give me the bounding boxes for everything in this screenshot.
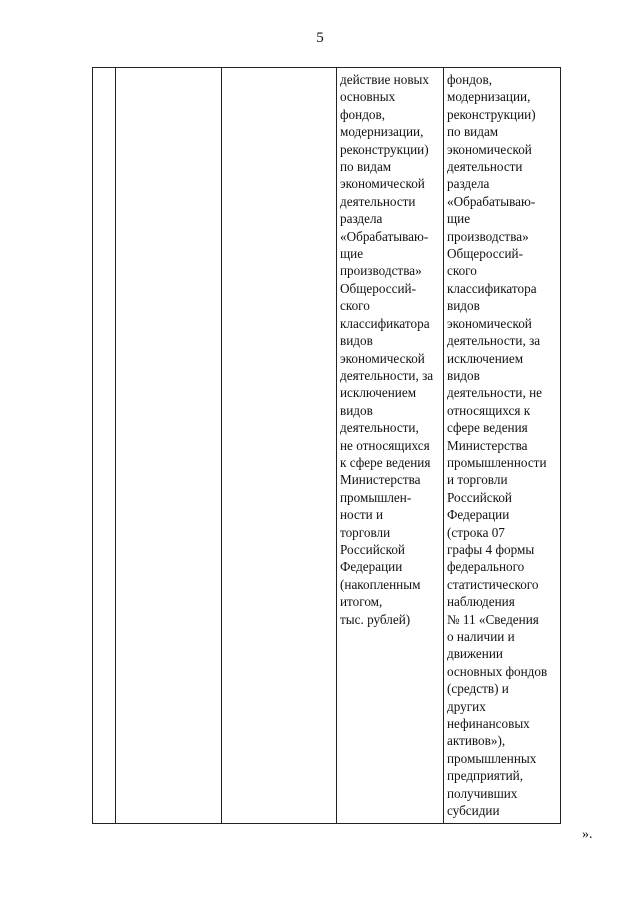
page-number: 5 [316, 30, 324, 46]
document-table [92, 67, 561, 824]
table-cell-indicator-description: действие новых основных фондов, модернизации, реконструкции) по видам экономической деятельности раздела «Обрабатываю- щие производства» Общероссий- ского классификатора видов экономической деятельности, за исключением видов деятельности, не относящихся к сфере ведения Министерства промышлен- ности и торговли Российской Федерации (накопленным итогом, тыс. рублей) [337, 68, 444, 824]
closing-quote-mark: ». [582, 827, 593, 842]
table-cell-data-source: фондов, модернизации, реконструкции) по видам экономической деятельности раздела «Обрабатываю- щие производства» Общероссий- ского классификатора видов экономической деятельности, за исключением видов деятельности, не относящихся к сфере ведения Министерства промышленности и торговли Российской Федерации (строка 07 графы 4 формы федерального статистического наблюдения № 11 «Сведения о наличии и движении основных фондов (средств) и других нефинансовых активов»), промышленных предприятий, получивших субсидии [444, 68, 561, 824]
table-cell-2 [116, 68, 222, 824]
table-cell-3 [222, 68, 337, 824]
table-cell-1 [93, 68, 116, 824]
table-row [93, 68, 561, 824]
